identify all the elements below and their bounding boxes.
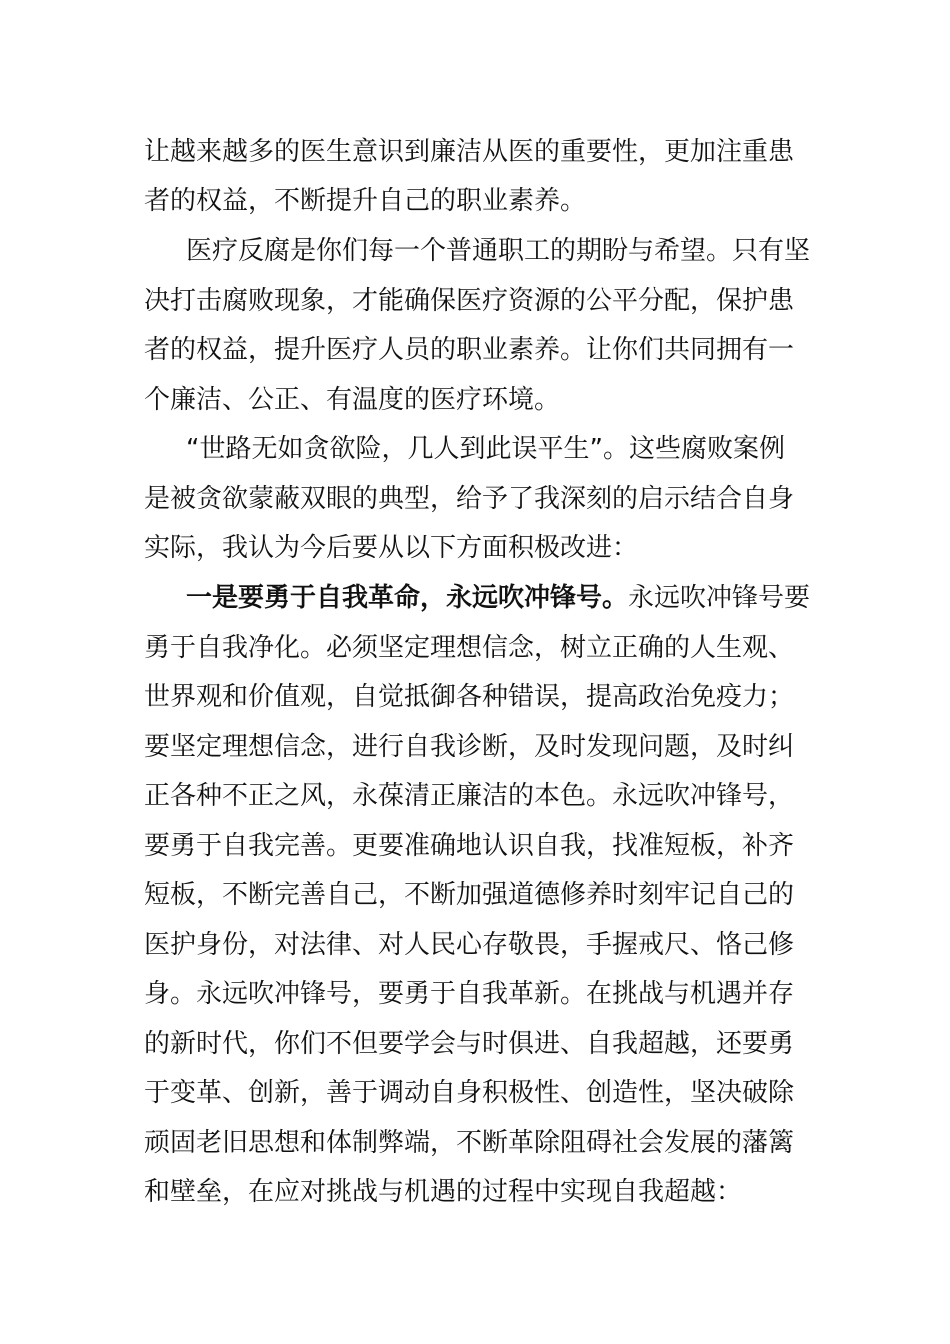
text-line: 正各种不正之风，永葆清正廉洁的本色。永远吹冲锋号， bbox=[144, 781, 795, 811]
text-line: 者的权益，提升医疗人员的职业素养。让你们共同拥有一 bbox=[144, 335, 795, 365]
text-line: 要勇于自我完善。更要准确地认识自我，找准短板，补齐 bbox=[144, 831, 795, 861]
text-line: 于变革、创新，善于调动自身积极性、创造性，坚决破除 bbox=[144, 1078, 795, 1108]
text-line: “世路无如贪欲险，几人到此误平生”。这些腐败案例 bbox=[186, 434, 785, 464]
text-line: 的新时代，你们不但要学会与时俱进、自我超越，还要勇 bbox=[144, 1029, 795, 1059]
text-line: 要坚定理想信念，进行自我诊断，及时发现问题，及时纠 bbox=[144, 732, 795, 762]
text-line: 让越来越多的医生意识到廉洁从医的重要性，更加注重患 bbox=[144, 137, 795, 167]
text-line: 者的权益，不断提升自己的职业素养。 bbox=[144, 186, 587, 216]
text-line-heading bbox=[186, 578, 810, 618]
text-line: 和壁垒，在应对挑战与机遇的过程中实现自我超越： bbox=[144, 1177, 743, 1207]
text-line: 身。永远吹冲锋号，要勇于自我革新。在挑战与机遇并存 bbox=[144, 979, 795, 1009]
text-line: 个廉洁、公正、有温度的医疗环境。 bbox=[144, 385, 561, 415]
heading-rest: 永远吹冲锋号要 bbox=[628, 583, 811, 613]
text-line: 顽固老旧思想和体制弊端，不断革除阻碍社会发展的藩篱 bbox=[144, 1128, 795, 1158]
text-line: 医护身份，对法律、对人民心存敬畏，手握戒尺、恪己修 bbox=[144, 930, 795, 960]
text-line: 勇于自我净化。必须坚定理想信念，树立正确的人生观、 bbox=[144, 633, 795, 663]
text-line: 是被贪欲蒙蔽双眼的典型，给予了我深刻的启示结合自身 bbox=[144, 484, 795, 514]
bold-heading: 一是要勇于自我革命，永远吹冲锋号。 bbox=[186, 583, 629, 613]
text-line: 决打击腐败现象，才能确保医疗资源的公平分配，保护患 bbox=[144, 286, 795, 316]
text-line: 世界观和价值观，自觉抵御各种错误，提高政治免疫力； bbox=[144, 682, 795, 712]
text-line: 医疗反腐是你们每一个普通职工的期盼与希望。只有坚 bbox=[186, 236, 811, 266]
text-line: 短板，不断完善自己，不断加强道德修养时刻牢记自己的 bbox=[144, 880, 795, 910]
text-line: 实际，我认为今后要从以下方面积极改进： bbox=[144, 533, 639, 563]
